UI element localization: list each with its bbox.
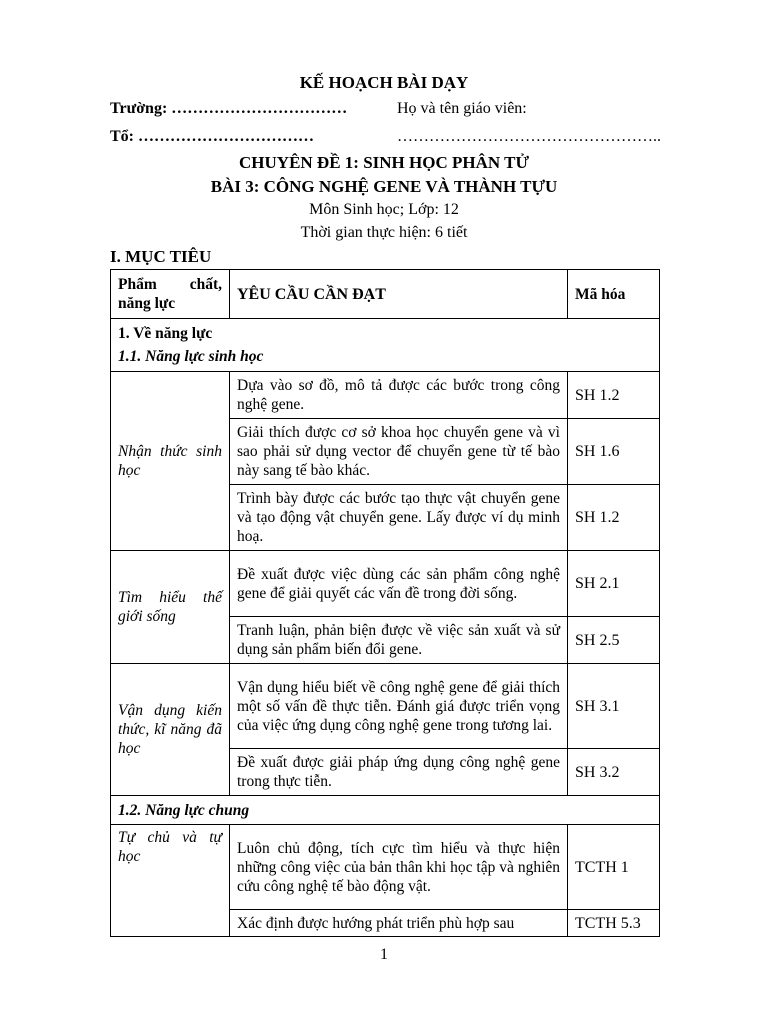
code-cell: SH 1.2 xyxy=(568,485,660,551)
subgroup-title-biology: 1.1. Năng lực sinh học xyxy=(118,348,264,365)
requirement-cell: Luôn chủ động, tích cực tìm hiểu và thực hiện những công việc của bản thân khi học tập và nghiên cứu công nghệ tế bào động vật. xyxy=(230,825,568,910)
requirement-cell: Trình bày được các bước tạo thực vật chuyển gene và tạo động vật chuyển gene. Lấy được ví dụ minh hoạ. xyxy=(230,485,568,551)
code-cell: TCTH 1 xyxy=(568,825,660,910)
school-label: Trường: …………………………… xyxy=(110,100,348,117)
group-row-competency xyxy=(111,319,660,372)
table-row xyxy=(111,664,660,749)
category-cell: Tìm hiểu thế giới sống xyxy=(111,551,230,664)
code-cell: SH 3.2 xyxy=(568,749,660,796)
section-heading: I. MỤC TIÊU xyxy=(110,247,212,266)
document-title: KẾ HOẠCH BÀI DẠY xyxy=(299,73,469,92)
code-cell: SH 2.5 xyxy=(568,617,660,664)
category-cell: Vận dụng kiến thức, kĩ năng đã học xyxy=(111,664,230,796)
lesson-title: BÀI 3: CÔNG NGHỆ GENE VÀ THÀNH TỰU xyxy=(210,177,558,196)
code-cell: SH 3.1 xyxy=(568,664,660,749)
table-row xyxy=(111,372,660,419)
requirement-cell: Tranh luận, phản biện được về việc sản xuất và sử dụng sản phẩm biến đổi gene. xyxy=(230,617,568,664)
header-competency: Phẩm chất, năng lực xyxy=(111,270,230,319)
teacher-label: Họ và tên giáo viên: xyxy=(397,100,527,117)
code-cell: SH 1.2 xyxy=(568,372,660,419)
table-header-row xyxy=(111,270,660,319)
group-row-general xyxy=(111,796,660,825)
duration-line: Thời gian thực hiện: 6 tiết xyxy=(300,224,468,241)
table-row xyxy=(111,551,660,617)
requirement-cell: Dựa vào sơ đồ, mô tả được các bước trong công nghệ gene. xyxy=(230,372,568,419)
subgroup-title-general: 1.2. Năng lực chung xyxy=(111,796,660,825)
objectives-table xyxy=(110,269,660,937)
teacher-name-dots: ………………………………………….. xyxy=(397,128,661,145)
category-cell: Tự chủ và tự học xyxy=(111,825,230,937)
code-cell: SH 1.6 xyxy=(568,419,660,485)
requirement-cell: Giải thích được cơ sở khoa học chuyển gene và vì sao phải sử dụng vector để chuyển gene từ tế bào này sang tế bào khác. xyxy=(230,419,568,485)
requirement-cell: Đề xuất được giải pháp ứng dụng công nghệ gene trong thực tiễn. xyxy=(230,749,568,796)
code-cell: SH 2.1 xyxy=(568,551,660,617)
category-cell: Nhận thức sinh học xyxy=(111,372,230,551)
table-row xyxy=(111,825,660,910)
requirement-cell: Xác định được hướng phát triển phù hợp sau xyxy=(230,910,568,937)
topic-heading: CHUYÊN ĐỀ 1: SINH HỌC PHÂN TỬ xyxy=(239,153,529,172)
requirement-cell: Đề xuất được việc dùng các sản phẩm công nghệ gene để giải quyết các vấn đề trong đời sống. xyxy=(230,551,568,617)
subject-line: Môn Sinh học; Lớp: 12 xyxy=(309,201,459,218)
code-cell: TCTH 5.3 xyxy=(568,910,660,937)
group-label: Tổ: …………………………… xyxy=(110,128,314,145)
header-code: Mã hóa xyxy=(568,270,660,319)
page-number: 1 xyxy=(380,946,388,963)
header-requirement: YÊU CẦU CẦN ĐẠT xyxy=(230,270,568,319)
group-title: 1. Về năng lực xyxy=(118,325,213,342)
requirement-cell: Vận dụng hiểu biết về công nghệ gene để giải thích một số vấn đề thực tiễn. Đánh giá được triển vọng của việc ứng dụng công nghệ gene trong tương lai. xyxy=(230,664,568,749)
